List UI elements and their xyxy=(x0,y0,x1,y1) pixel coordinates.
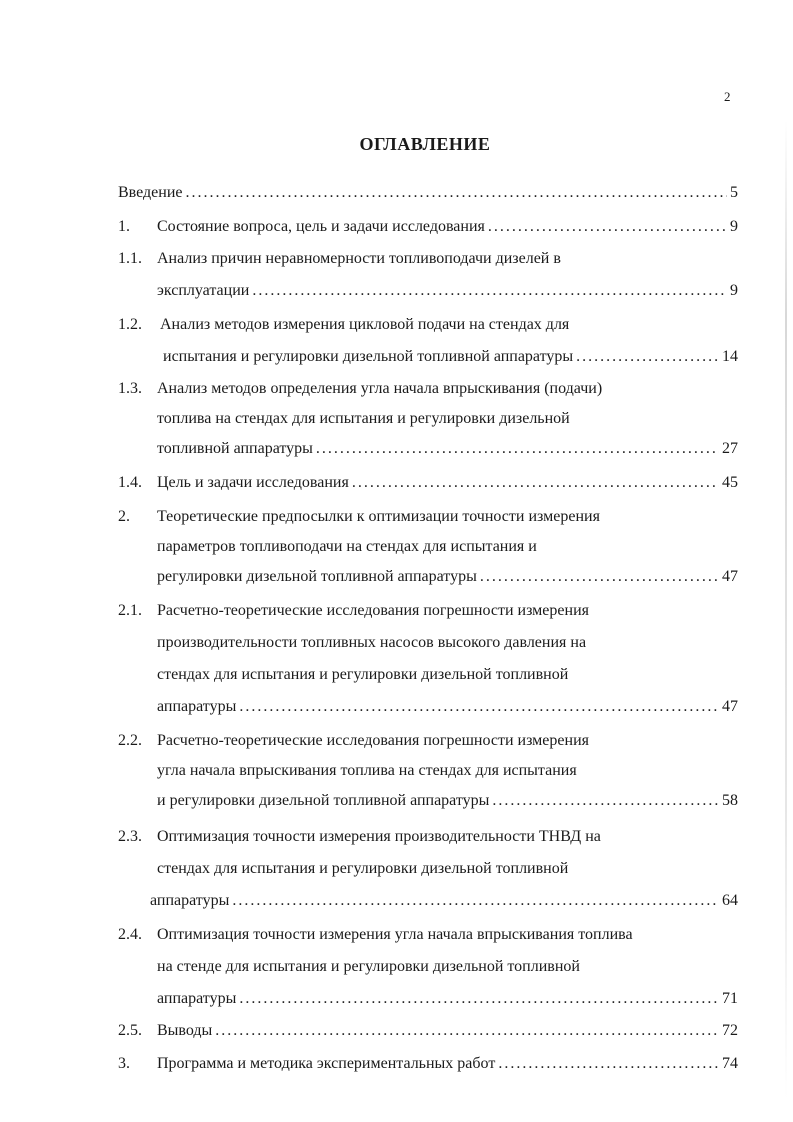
toc-entry-page: 9 xyxy=(730,218,738,235)
toc-entry-text: аппаратуры xyxy=(150,892,230,909)
toc-entry-text: на стенде для испытания и регулировки дизельной топливной xyxy=(157,958,580,975)
toc-entry-text: стендах для испытания и регулировки дизельной топливной xyxy=(157,666,569,683)
dot-leader xyxy=(239,988,719,1010)
dot-leader xyxy=(498,1053,719,1075)
dot-leader xyxy=(186,182,728,204)
toc-entry-text: топливной аппаратуры xyxy=(157,440,313,457)
toc-entry-number: 2.1. xyxy=(118,602,142,619)
toc-entry-page: 5 xyxy=(730,184,738,201)
toc-entry-page: 71 xyxy=(722,990,738,1007)
toc-entry-number: 1. xyxy=(118,218,130,235)
page-number: 2 xyxy=(724,89,731,104)
toc-entry-s2-3 xyxy=(150,890,738,912)
toc-entry-text: аппаратуры xyxy=(157,990,237,1007)
toc-entry-text: Анализ причин неравномерности топливоподачи дизелей в xyxy=(157,250,561,267)
toc-entry-text: Программа и методика экспериментальных работ xyxy=(157,1055,496,1072)
toc-entry-page: 74 xyxy=(722,1055,738,1072)
toc-entry-s1-2 xyxy=(163,346,738,368)
toc-entry-text: и регулировки дизельной топливной аппаратуры xyxy=(157,792,490,809)
toc-entry-text: испытания и регулировки дизельной топливной аппаратуры xyxy=(163,348,574,365)
dot-leader xyxy=(492,790,719,812)
toc-entry-number: 1.2. xyxy=(118,316,142,333)
toc-entry-page: 47 xyxy=(722,568,738,585)
dot-leader xyxy=(576,346,719,368)
toc-entry-number: 2.3. xyxy=(118,828,142,845)
toc-entry-s2 xyxy=(157,566,738,588)
toc-entry-page: 9 xyxy=(730,282,738,299)
toc-entry-s3 xyxy=(157,1053,738,1075)
toc-entry-text: Оптимизация точности измерения угла начала впрыскивания топлива xyxy=(157,926,633,943)
toc-entry-page: 72 xyxy=(722,1022,738,1039)
toc-entry-s2-2 xyxy=(157,790,738,812)
toc-entry-text: Оптимизация точности измерения производительности ТНВД на xyxy=(157,828,601,845)
dot-leader xyxy=(316,438,719,460)
toc-entry-text: производительности топливных насосов высокого давления на xyxy=(157,634,587,651)
dot-leader xyxy=(232,890,719,912)
toc-entry-text: Теоретические предпосылки к оптимизации точности измерения xyxy=(157,508,600,525)
scan-edge-shadow xyxy=(785,120,787,1100)
toc-entry-text: Введение xyxy=(118,184,183,201)
toc-entry-intro xyxy=(118,182,738,204)
toc-entry-text: Анализ методов измерения цикловой подачи на стендах для xyxy=(160,316,570,333)
dot-leader xyxy=(252,280,727,302)
toc-entry-number: 2. xyxy=(118,508,130,525)
toc-entry-text: Анализ методов определения угла начала впрыскивания (подачи) xyxy=(157,380,603,397)
toc-entry-page: 14 xyxy=(722,348,738,365)
toc-entry-text: Состояние вопроса, цель и задачи исследования xyxy=(157,218,485,235)
toc-entry-s1 xyxy=(157,216,738,238)
toc-entry-s2-5 xyxy=(157,1020,738,1042)
toc-entry-s2-1 xyxy=(157,696,738,718)
toc-entry-page: 47 xyxy=(722,698,738,715)
toc-entry-number: 3. xyxy=(118,1055,130,1072)
dot-leader xyxy=(352,472,719,494)
page-title: ОГЛАВЛЕНИЕ xyxy=(359,134,491,154)
toc-entry-text: топлива на стендах для испытания и регулировки дизельной xyxy=(157,410,570,427)
toc-entry-text: Расчетно-теоретические исследования погрешности измерения xyxy=(157,602,589,619)
toc-entry-page: 27 xyxy=(722,440,738,457)
dot-leader xyxy=(488,216,727,238)
toc-entry-text: аппаратуры xyxy=(157,698,237,715)
toc-entry-text: Выводы xyxy=(157,1022,213,1039)
toc-entry-number: 2.4. xyxy=(118,926,142,943)
toc-entry-page: 45 xyxy=(722,474,738,491)
toc-entry-s1-4 xyxy=(157,472,738,494)
toc-entry-text: эксплуатации xyxy=(157,282,250,299)
toc-entry-number: 1.1. xyxy=(118,250,142,267)
toc-entry-number: 1.3. xyxy=(118,380,142,397)
toc-entry-number: 2.5. xyxy=(118,1022,142,1039)
toc-entry-text: стендах для испытания и регулировки дизельной топливной xyxy=(157,860,569,877)
dot-leader xyxy=(480,566,719,588)
toc-entry-text: параметров топливоподачи на стендах для испытания и xyxy=(157,538,537,555)
dot-leader xyxy=(215,1020,719,1042)
toc-entry-page: 64 xyxy=(722,892,738,909)
toc-entry-page: 58 xyxy=(722,792,738,809)
toc-entry-number: 1.4. xyxy=(118,474,142,491)
toc-entry-text: Цель и задачи исследования xyxy=(157,474,349,491)
toc-entry-text: угла начала впрыскивания топлива на стендах для испытания xyxy=(157,762,577,779)
toc-entry-text: Расчетно-теоретические исследования погрешности измерения xyxy=(157,732,589,749)
dot-leader xyxy=(239,696,719,718)
toc-entry-s1-3 xyxy=(157,438,738,460)
toc-entry-number: 2.2. xyxy=(118,732,142,749)
toc-entry-text: регулировки дизельной топливной аппаратуры xyxy=(157,568,477,585)
toc-entry-s2-4 xyxy=(157,988,738,1010)
toc-entry-s1-1 xyxy=(157,280,738,302)
